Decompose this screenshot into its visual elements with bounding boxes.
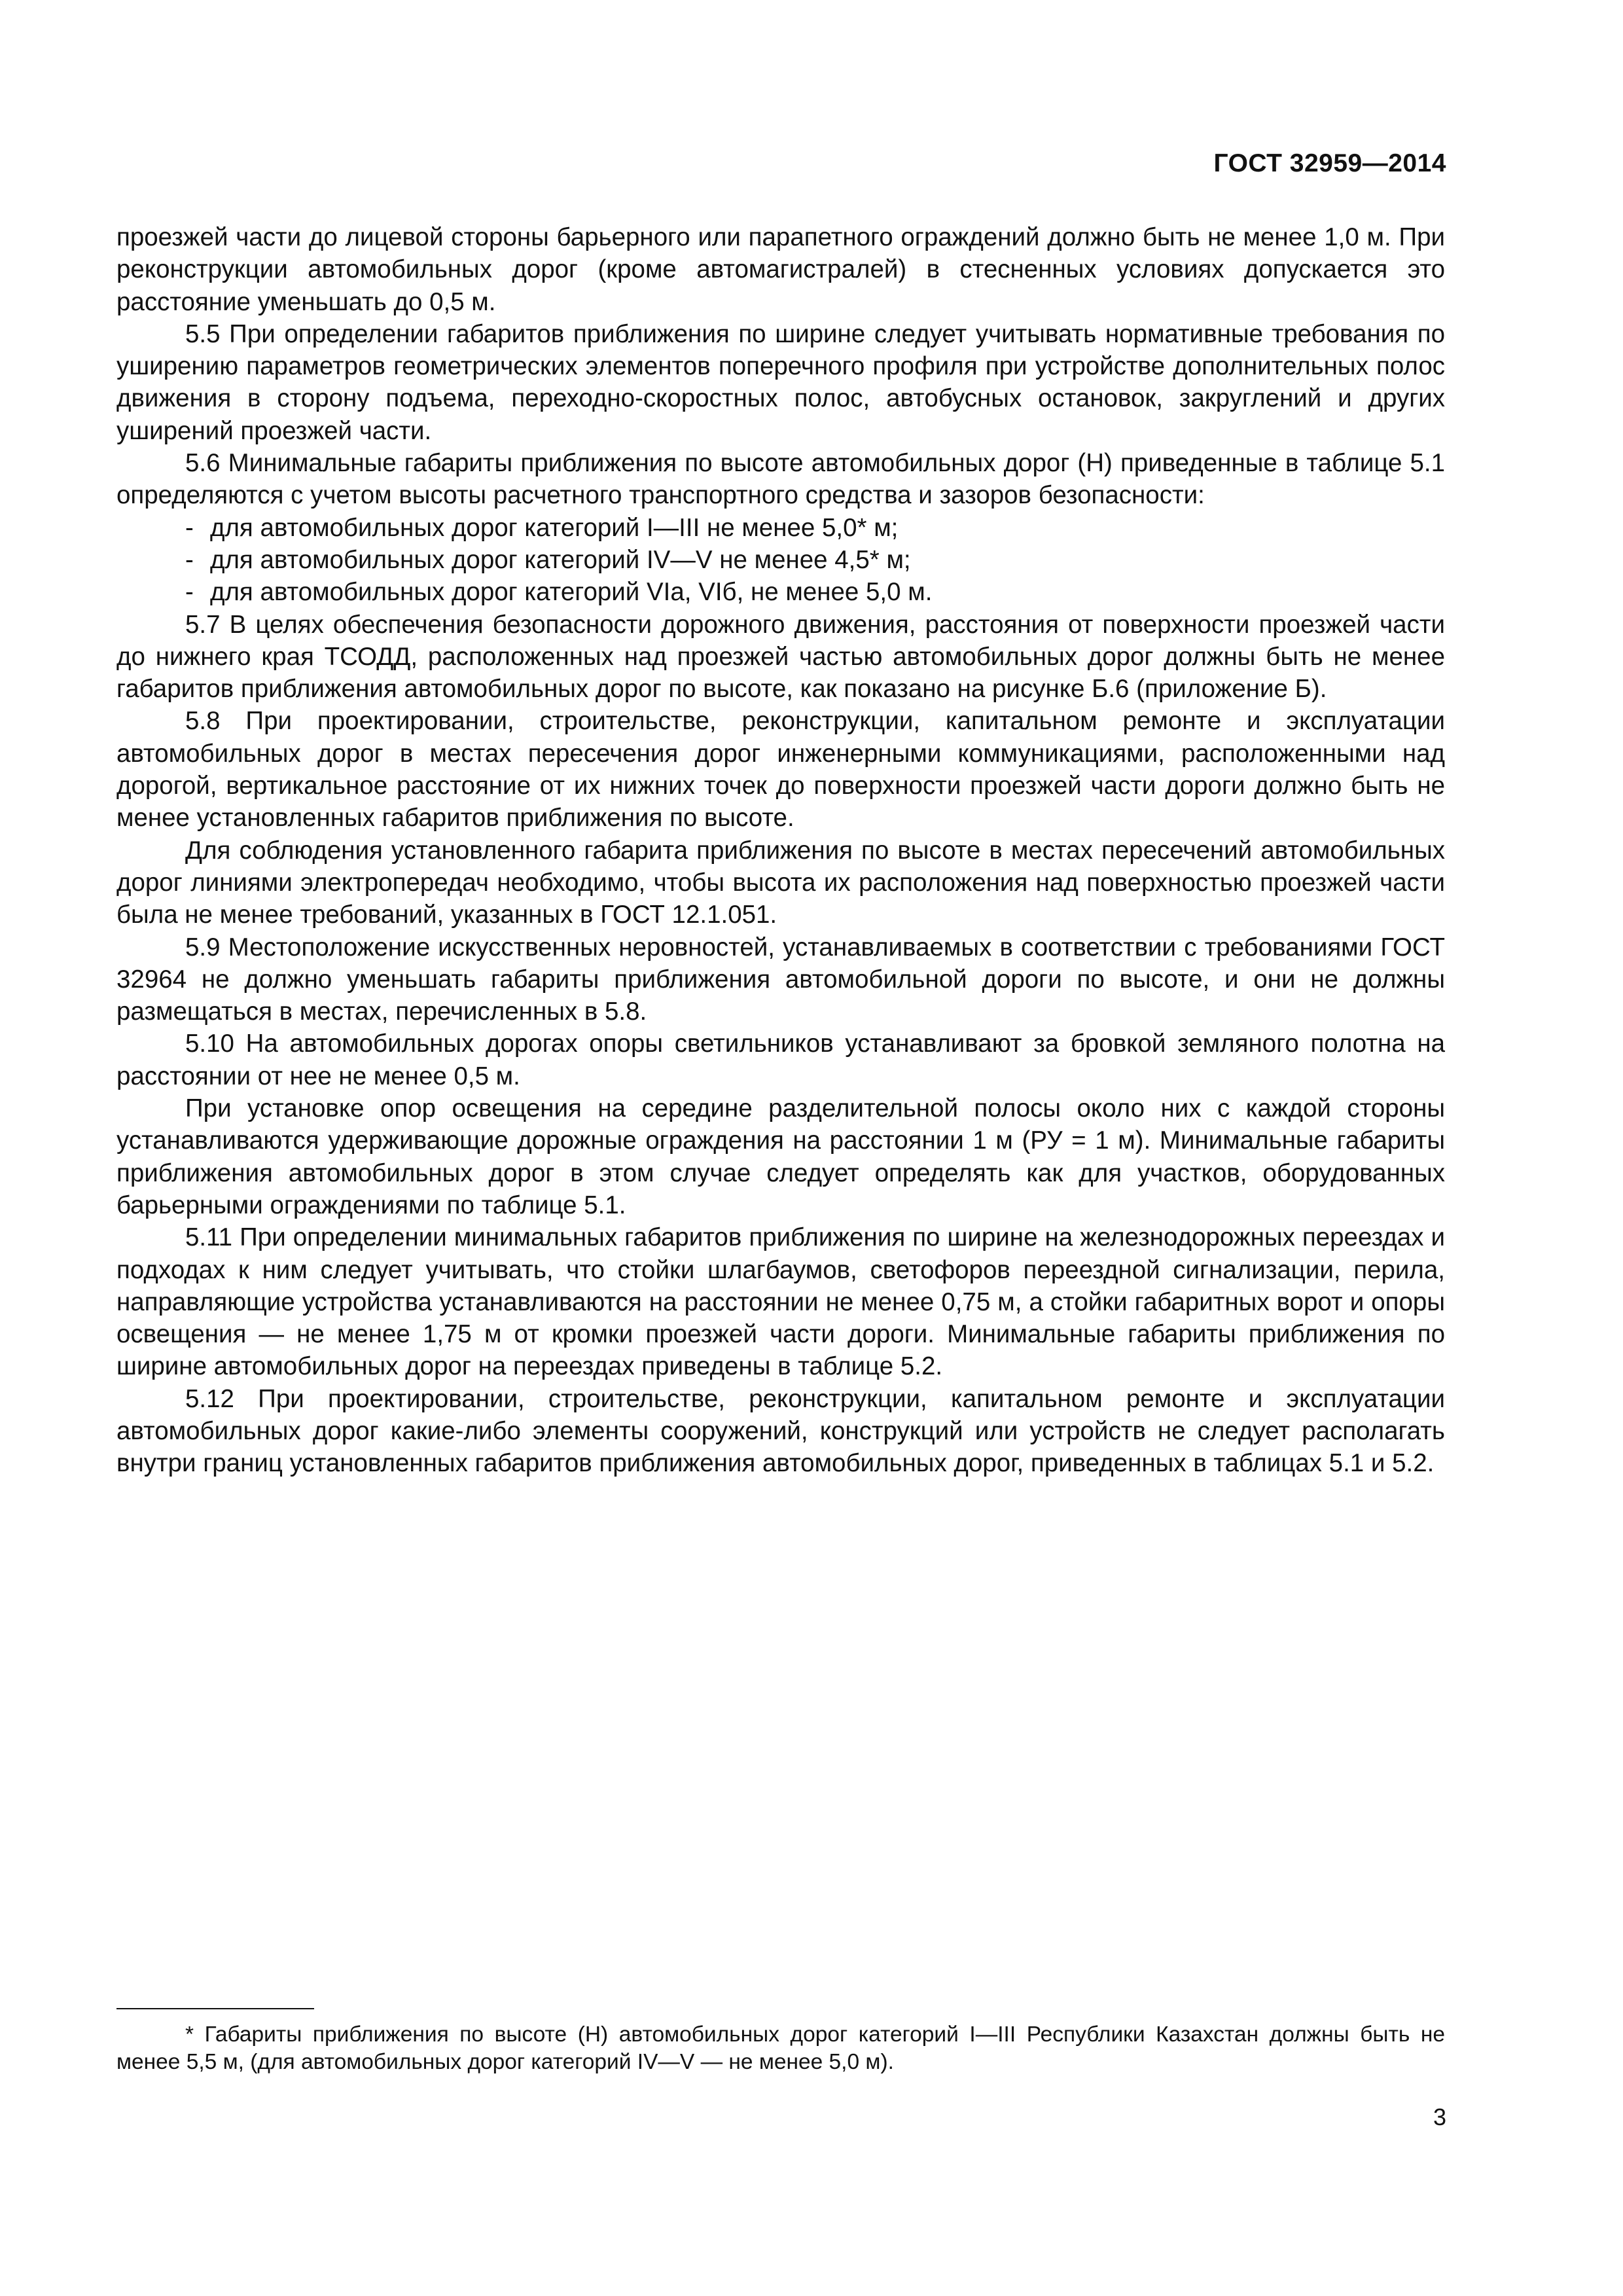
paragraph-5-12: 5.12 При проектировании, строительстве, реконструкции, капитальном ремонте и эксплуатации автомобильных дорог какие-либо элементы сооружений, конструкций или устройств не следует располагать внутри границ установленных габаритов приближения автомобильных дорог, приведенных в таблицах 5.1 и 5.2.: [116, 1384, 1445, 1478]
dash-bullet: -: [185, 545, 194, 574]
list-item: [116, 576, 1445, 608]
paragraph-continuation: проезжей части до лицевой стороны барьерного или парапетного ограждений должно быть не менее 1,0 м. При реконструкции автомобильных дорог (кроме автомагистралей) в стесненных условиях допускается это расстояние уменьшать до 0,5 м.: [116, 223, 1445, 316]
footnote-separator: [116, 2008, 314, 2009]
paragraph-5-5: 5.5 При определении габаритов приближения по ширине следует учитывать нормативные требования по уширению параметров геометрических элементов поперечного профиля при устройстве дополнительных полос движения в сторону подъема, переходно-скоростных полос, автобусных остановок, закруглений и других уширений проезжей части.: [116, 319, 1445, 445]
paragraph-5-11: 5.11 При определении минимальных габаритов приближения по ширине на железнодорожных переездах и подходах к ним следует учитывать, что стойки шлагбаумов, светофоров переездной сигнализации, перила, направляющие устройства устанавливаются на расстоянии не менее 0,75 м, а стойки габаритных ворот и опоры освещения — не менее 1,75 м от кромки проезжей части дороги. Минимальные габариты приближения по ширине автомобильных дорог на переездах приведены в таблице 5.2.: [116, 1223, 1445, 1381]
list-item-text: для автомобильных дорог категорий I—III не менее 5,0* м;: [210, 513, 899, 542]
paragraph-5-6: 5.6 Минимальные габариты приближения по высоте автомобильных дорог (Н) приведенные в таблице 5.1 определяются с учетом высоты расчетного транспортного средства и зазоров безопасности:: [116, 449, 1445, 510]
list-item-text: для автомобильных дорог категорий VIa, VIб, не менее 5,0 м.: [210, 578, 933, 607]
list-item-text: для автомобильных дорог категорий IV—V не менее 4,5* м;: [210, 545, 911, 574]
footnote: * Габариты приближения по высоте (Н) автомобильных дорог категорий I—III Республики Казахстан должны быть не менее 5,5 м, (для автомобильных дорог категорий IV—V — не менее 5,0 м).: [116, 2022, 1445, 2074]
list-item: [116, 544, 1445, 576]
paragraph-5-10-lighting: При установке опор освещения на середине разделительной полосы около них с каждой стороны устанавливаются удерживающие дорожные ограждения на расстоянии 1 м (РУ = 1 м). Минимальные габариты приближения автомобильных дорог в этом случае следует определять как для участков, оборудованных барьерными ограждениями по таблице 5.1.: [116, 1094, 1445, 1219]
paragraph-5-8-power-lines: Для соблюдения установленного габарита приближения по высоте в местах пересечений автомобильных дорог линиями электропередач необходимо, чтобы высота их расположения над поверхностью проезжей части была не менее требований, указанных в ГОСТ 12.1.051.: [116, 836, 1445, 929]
document-designation: ГОСТ 32959—2014: [1213, 149, 1446, 177]
paragraph-5-7: 5.7 В целях обеспечения безопасности дорожного движения, расстояния от поверхности проезжей части до нижнего края ТСОДД, расположенных над проезжей частью автомобильных дорог должны быть не менее габаритов приближения автомобильных дорог по высоте, как показано на рисунке Б.6 (приложение Б).: [116, 610, 1445, 704]
dash-bullet: -: [185, 513, 194, 542]
paragraph-5-8: 5.8 При проектировании, строительстве, реконструкции, капитальном ремонте и эксплуатации автомобильных дорог в местах пересечения дорог инженерными коммуникациями, расположенными над дорогой, вертикальное расстояние от их нижних точек до поверхности проезжей части дороги должно быть не менее установленных габаритов приближения по высоте.: [116, 707, 1445, 833]
height-requirements-list: [116, 512, 1445, 609]
paragraph-5-9: 5.9 Местоположение искусственных неровностей, устанавливаемых в соответствии с требованиями ГОСТ 32964 не должно уменьшать габариты приближения автомобильной дороги по высоте, и они не должны размещаться в местах, перечисленных в 5.8.: [116, 933, 1445, 1026]
document-body: [116, 221, 1445, 1480]
list-item: [116, 512, 1445, 544]
paragraph-5-10: 5.10 На автомобильных дорогах опоры светильников устанавливают за бровкой земляного полотна на расстоянии от нее не менее 0,5 м.: [116, 1030, 1445, 1090]
page-number: 3: [1433, 2104, 1446, 2130]
dash-bullet: -: [185, 578, 194, 607]
